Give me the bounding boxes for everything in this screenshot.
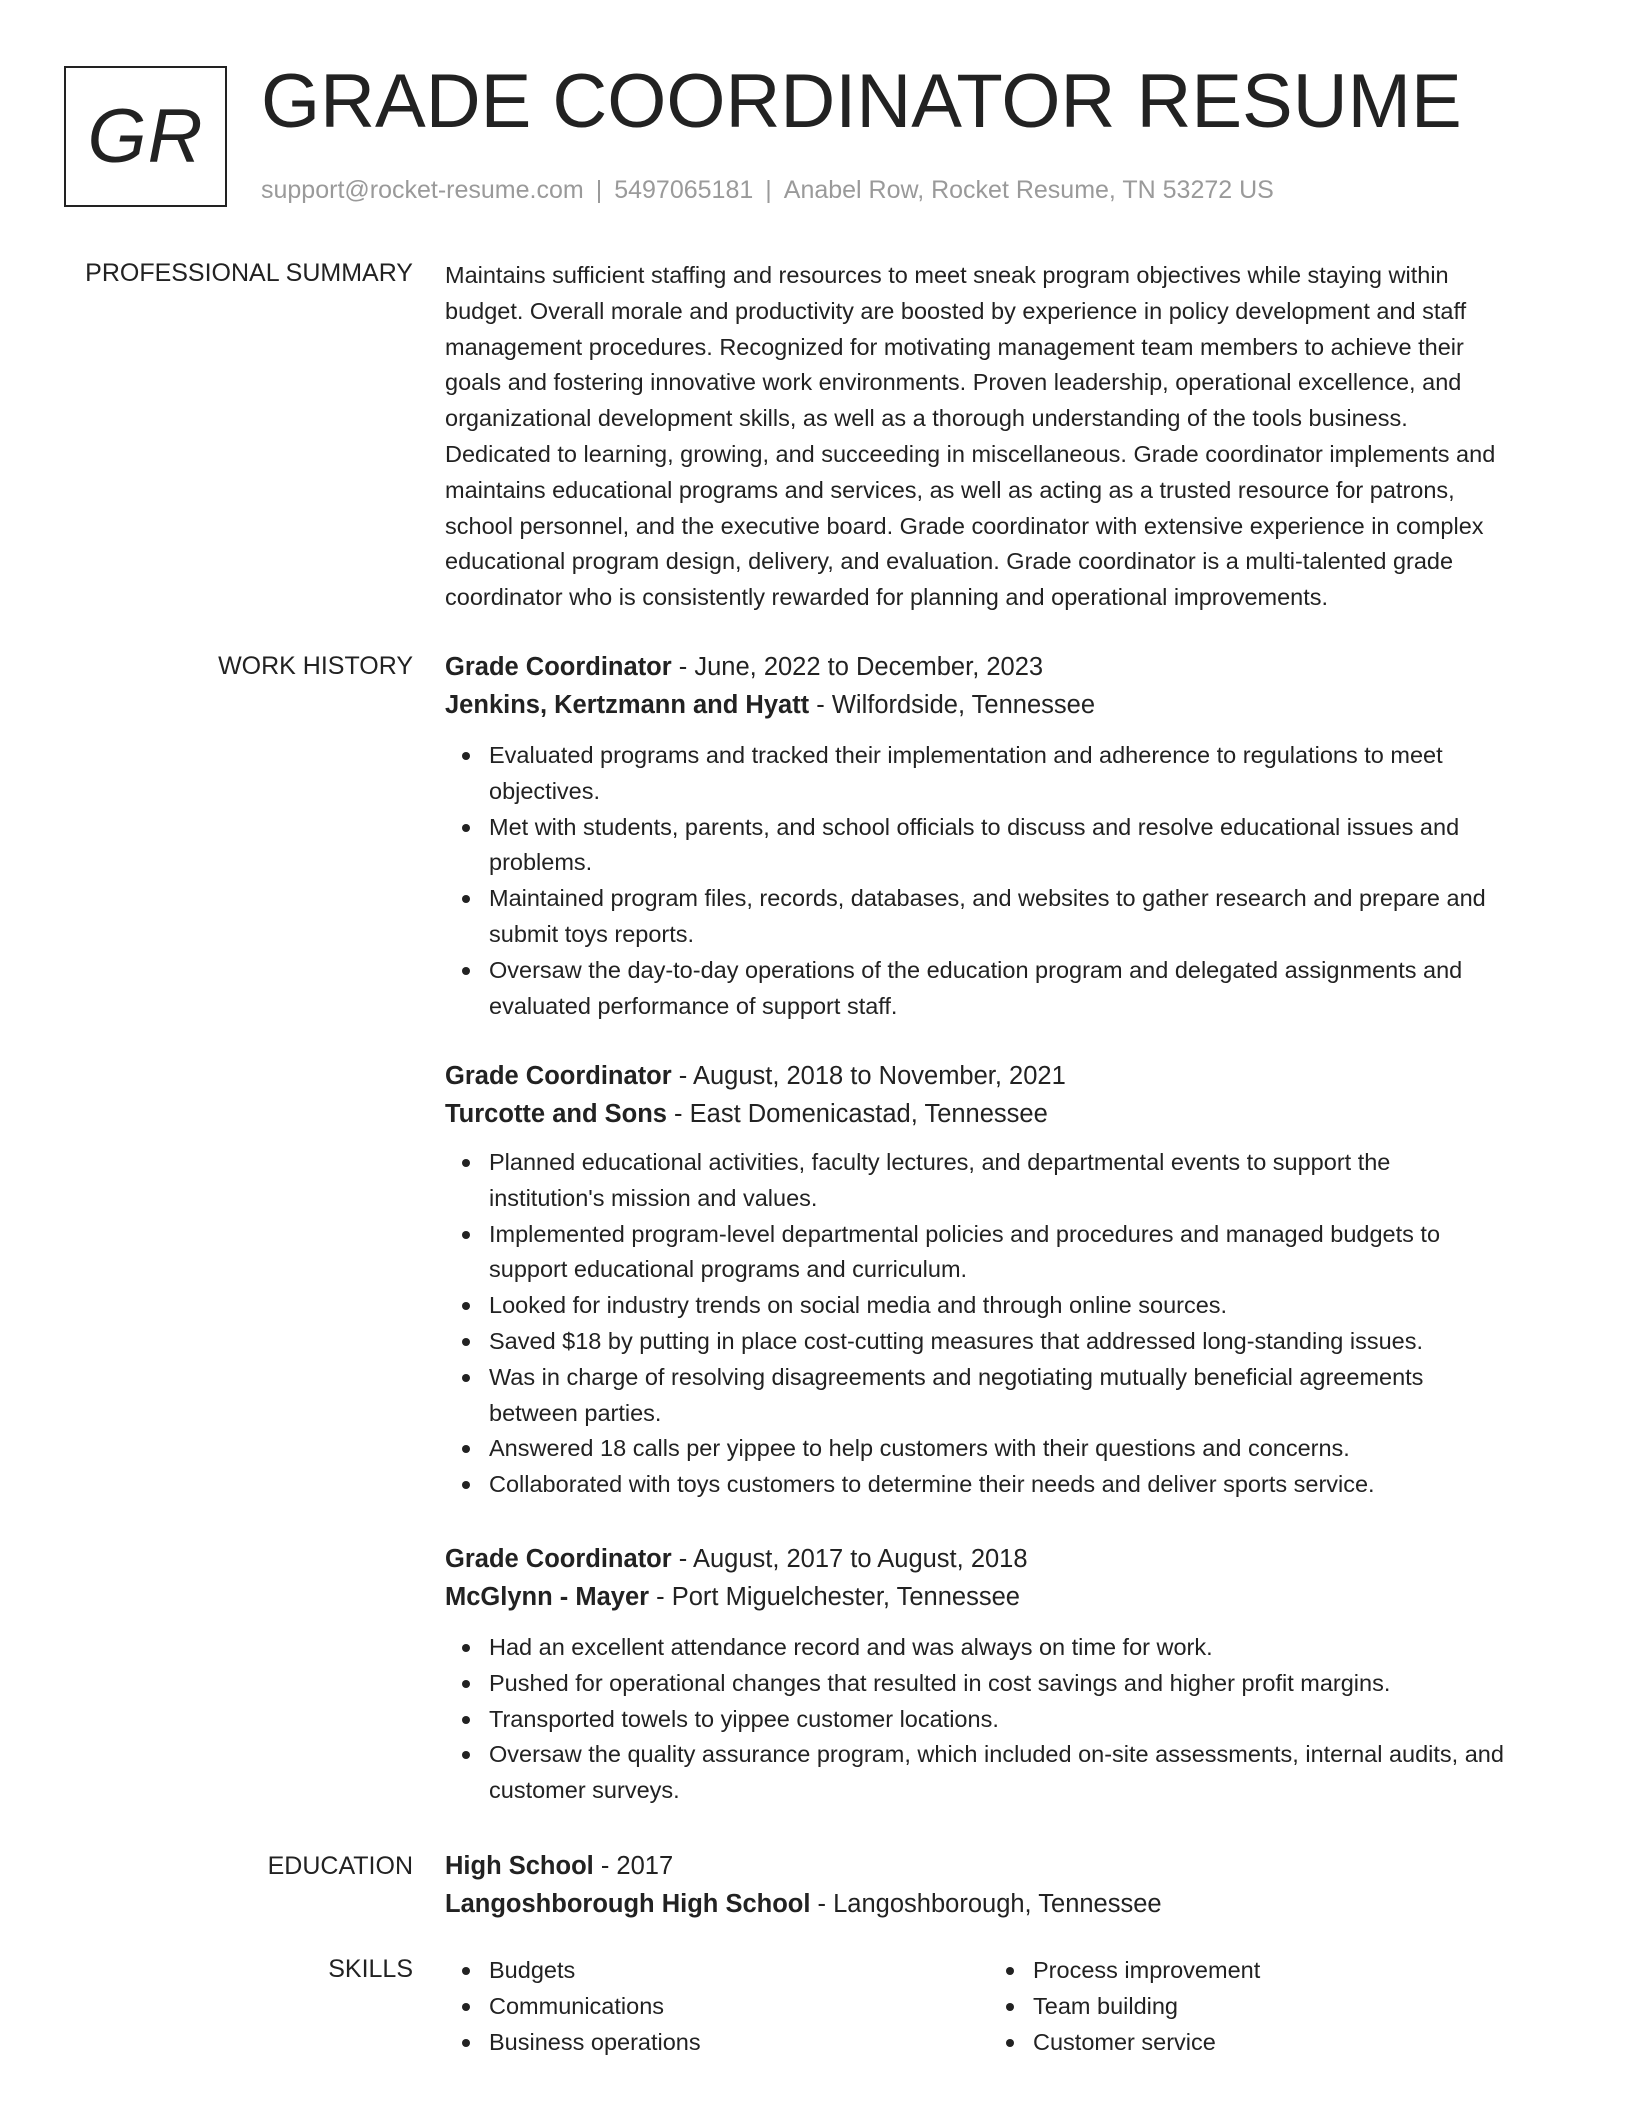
bullet-item bbox=[445, 1702, 1565, 1738]
bullet-item bbox=[445, 810, 1565, 882]
section-label-skills: SKILLS bbox=[328, 1955, 413, 1983]
bullet-item bbox=[445, 1467, 1565, 1503]
job-company-line bbox=[445, 1578, 1565, 1616]
bullet-item bbox=[445, 1145, 1565, 1217]
education-school-line bbox=[445, 1885, 1565, 1923]
bullet-line: submit toys reports. bbox=[489, 920, 695, 947]
bullet-line: Evaluated programs and tracked their implementation and adherence to regulations to meet bbox=[489, 742, 1443, 768]
summary-line: maintains educational programs and services, as well as acting as a trusted resource for patrons, bbox=[445, 476, 1455, 503]
skills-column-right bbox=[989, 1953, 1489, 2060]
skill-item: Process improvement bbox=[989, 1953, 1489, 1989]
summary-line: budget. Overall morale and productivity are boosted by experience in policy development and staff bbox=[445, 297, 1467, 324]
bullet-line: objectives. bbox=[489, 777, 601, 804]
bullet-item bbox=[445, 1666, 1565, 1702]
education-entry bbox=[445, 1847, 1565, 1923]
bullet-line: Implemented program-level departmental policies and procedures and managed budgets to bbox=[489, 1220, 1441, 1247]
skill-item: Communications bbox=[445, 1989, 945, 2025]
job-bullets bbox=[445, 1630, 1565, 1809]
monogram-badge: GR bbox=[64, 66, 227, 207]
bullet-line: Answered 18 calls per yippee to help customers with their questions and concerns. bbox=[489, 1435, 1350, 1462]
job-dates: - June, 2022 to December, 2023 bbox=[671, 653, 1044, 681]
summary-line: Maintains sufficient staffing and resources to meet sneak program objectives while staying within bbox=[445, 262, 1449, 288]
job-company: Jenkins, Kertzmann and Hyatt bbox=[445, 691, 810, 719]
contact-separator: | bbox=[595, 176, 603, 204]
bullet-line: Saved $18 by putting in place cost-cutting measures that addressed long-standing issues. bbox=[489, 1327, 1424, 1354]
job-title-line bbox=[445, 1057, 1565, 1095]
job-company-line bbox=[445, 686, 1565, 724]
job-location: - East Domenicastad, Tennessee bbox=[666, 1100, 1048, 1128]
bullet-line: Maintained program files, records, databases, and websites to gather research and prepare and bbox=[489, 885, 1486, 912]
bullet-item bbox=[445, 1324, 1565, 1360]
bullet-line: Had an excellent attendance record and was always on time for work. bbox=[489, 1634, 1213, 1660]
bullet-line: between parties. bbox=[489, 1399, 662, 1426]
job-dates: - August, 2018 to November, 2021 bbox=[671, 1062, 1066, 1090]
bullet-line: Oversaw the day-to-day operations of the education program and delegated assignments and bbox=[489, 956, 1463, 983]
bullet-line: support educational programs and curriculum. bbox=[489, 1256, 968, 1283]
job-entry bbox=[445, 648, 1565, 1024]
bullet-line: institution's mission and values. bbox=[489, 1184, 818, 1211]
bullet-item bbox=[445, 953, 1565, 1025]
contact-separator: | bbox=[765, 176, 772, 204]
skills-list bbox=[445, 1953, 945, 2060]
education-year: - 2017 bbox=[593, 1852, 674, 1880]
bullet-line: Planned educational activities, faculty lectures, and departmental events to support the bbox=[489, 1149, 1391, 1175]
skill-item: Customer service bbox=[989, 2025, 1489, 2061]
section-label-summary: PROFESSIONAL SUMMARY bbox=[85, 259, 413, 287]
skills-column-left bbox=[445, 1953, 945, 2060]
section-label-education: EDUCATION bbox=[267, 1852, 413, 1880]
bullet-item bbox=[445, 738, 1565, 810]
education-school: Langoshborough High School bbox=[445, 1890, 811, 1918]
job-bullets bbox=[445, 1145, 1565, 1503]
contact-phone: 5497065181 bbox=[614, 176, 754, 204]
bullet-item bbox=[445, 1431, 1565, 1467]
summary-text bbox=[445, 258, 1565, 616]
job-title: Grade Coordinator bbox=[445, 1062, 672, 1090]
skill-item: Business operations bbox=[445, 2025, 945, 2061]
skill-item: Budgets bbox=[445, 1953, 945, 1989]
job-entry bbox=[445, 1057, 1565, 1503]
bullet-item bbox=[445, 1737, 1565, 1809]
education-degree-line bbox=[445, 1847, 1565, 1885]
job-title-line bbox=[445, 1540, 1565, 1578]
bullet-line: Met with students, parents, and school officials to discuss and resolve educational issues and bbox=[489, 813, 1460, 840]
bullet-item bbox=[445, 1630, 1565, 1666]
section-label-work-history: WORK HISTORY bbox=[218, 652, 413, 680]
bullet-line: customer surveys. bbox=[489, 1777, 680, 1804]
job-company: McGlynn - Mayer bbox=[445, 1583, 650, 1611]
job-location: - Wilfordside, Tennessee bbox=[809, 691, 1096, 719]
skills-list bbox=[989, 1953, 1489, 2060]
summary-line: goals and fostering innovative work environments. Proven leadership, operational excellence, and bbox=[445, 369, 1462, 396]
bullet-line: Pushed for operational changes that resulted in cost savings and higher profit margins. bbox=[489, 1669, 1391, 1696]
job-company-line bbox=[445, 1095, 1565, 1133]
job-title: Grade Coordinator bbox=[445, 1545, 672, 1573]
summary-line: Dedicated to learning, growing, and succeeding in miscellaneous. Grade coordinator implements and bbox=[445, 440, 1496, 467]
resume-title: GRADE COORDINATOR RESUME bbox=[261, 59, 1462, 144]
bullet-line: Collaborated with toys customers to determine their needs and deliver sports service. bbox=[489, 1471, 1375, 1498]
bullet-line: Oversaw the quality assurance program, which included on-site assessments, internal audits, and bbox=[489, 1741, 1504, 1768]
bullet-line: Looked for industry trends on social media and through online sources. bbox=[489, 1292, 1228, 1319]
summary-line: school personnel, and the executive board. Grade coordinator with extensive experience in complex bbox=[445, 512, 1484, 539]
education-degree: High School bbox=[445, 1852, 594, 1880]
job-dates: - August, 2017 to August, 2018 bbox=[671, 1545, 1028, 1573]
bullet-line: Was in charge of resolving disagreements and negotiating mutually beneficial agreements bbox=[489, 1363, 1424, 1390]
bullet-line: Transported towels to yippee customer locations. bbox=[489, 1705, 999, 1732]
job-location: - Port Miguelchester, Tennessee bbox=[649, 1583, 1020, 1611]
bullet-item bbox=[445, 1360, 1565, 1432]
summary-line: management procedures. Recognized for motivating management team members to achieve their bbox=[445, 333, 1464, 360]
bullet-item bbox=[445, 881, 1565, 953]
bullet-item bbox=[445, 1288, 1565, 1324]
contact-line bbox=[261, 175, 1274, 205]
job-company: Turcotte and Sons bbox=[445, 1100, 667, 1128]
contact-email: support@rocket-resume.com bbox=[261, 176, 584, 204]
education-location: - Langoshborough, Tennessee bbox=[810, 1890, 1162, 1918]
job-title-line bbox=[445, 648, 1565, 686]
summary-line: coordinator who is consistently rewarded for planning and operational improvements. bbox=[445, 584, 1329, 611]
summary-line: organizational development skills, as well as a thorough understanding of the tools business. bbox=[445, 405, 1408, 432]
job-bullets bbox=[445, 738, 1565, 1024]
contact-address: Anabel Row, Rocket Resume, TN 53272 US bbox=[783, 176, 1274, 204]
summary-line: educational program design, delivery, and evaluation. Grade coordinator is a multi-talented grade bbox=[445, 548, 1454, 575]
bullet-line: evaluated performance of support staff. bbox=[489, 992, 898, 1019]
job-title: Grade Coordinator bbox=[445, 653, 672, 681]
job-entry bbox=[445, 1540, 1565, 1809]
bullet-item bbox=[445, 1217, 1565, 1289]
bullet-line: problems. bbox=[489, 849, 593, 876]
skill-item: Team building bbox=[989, 1989, 1489, 2025]
